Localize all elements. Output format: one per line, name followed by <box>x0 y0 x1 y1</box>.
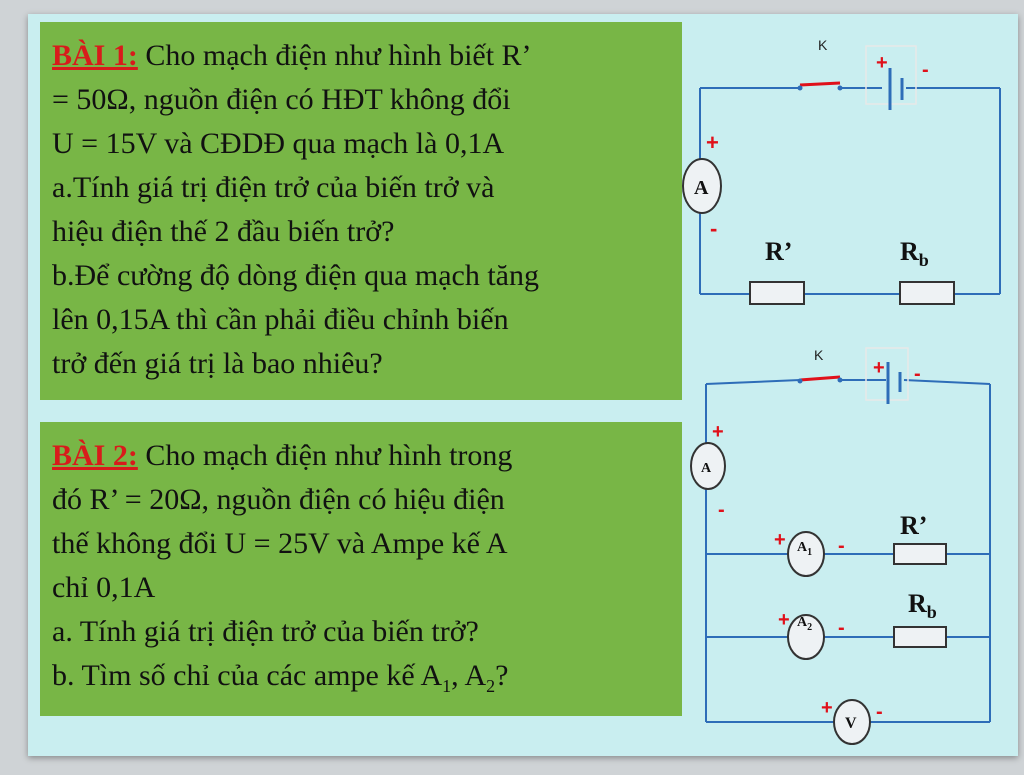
problem-1-question-a-cont: hiệu điện thế 2 đầu biến trở? <box>52 215 395 248</box>
resistor-r-prime-2 <box>894 544 946 564</box>
problem-1-title: BÀI 1: <box>52 39 138 72</box>
q-b-sep: , A <box>451 659 487 692</box>
switch-2-contact <box>838 378 843 383</box>
problem-1-question-b: b.Để cường độ dòng điện qua mạch tăng <box>52 259 540 292</box>
switch-1-label: K <box>818 37 828 53</box>
problem-2-text: Cho mạch điện như hình trong <box>137 439 513 472</box>
voltmeter-plus: + <box>821 697 833 719</box>
battery-2-plus: + <box>873 357 885 379</box>
problem-1-line-3: U = 15V và CĐDĐ qua mạch là 0,1A <box>52 127 505 160</box>
ammeter-1-plus: + <box>706 130 719 155</box>
rb-1-label: $R_b$ <box>900 237 929 270</box>
voltmeter-label: V <box>845 715 857 732</box>
circuit-1-wires <box>700 88 1000 294</box>
problem-1-question-a: a.Tính giá trị điện trở của biến trở và <box>52 171 495 204</box>
resistor-r-prime-1 <box>750 282 804 304</box>
switch-2-label: K <box>814 347 824 363</box>
switch-1-blade <box>800 83 840 85</box>
problem-2-title: BÀI 2: <box>52 439 138 472</box>
ammeter-1-label: A <box>694 177 709 199</box>
slide <box>28 14 1018 756</box>
problem-1-line-2: = 50Ω, nguồn điện có HĐT không đổi <box>52 83 511 116</box>
q-b-suffix: ? <box>495 659 509 692</box>
ammeter-a2-minus: - <box>838 617 845 639</box>
circuit-diagrams <box>28 14 1018 756</box>
problem-1-question-b-end: trở đến giá trị là bao nhiêu? <box>52 347 383 380</box>
ammeter-a1-minus: - <box>838 535 845 557</box>
circuit-2-wires <box>706 380 990 722</box>
problem-1-question-b-cont: lên 0,15A thì cần phải điều chỉnh biến <box>52 303 509 336</box>
ammeter-a1-plus: + <box>774 529 786 551</box>
problem-2-line-4: chỉ 0,1A <box>52 571 156 604</box>
ammeter-2-plus: + <box>712 421 724 443</box>
problem-2-line-3: thế không đổi U = 25V và Ampe kế A <box>52 527 508 560</box>
switch-1-pivot <box>798 86 803 91</box>
q-b-sub1: 1 <box>442 676 452 696</box>
ammeter-a1-label: $A_1$ <box>797 540 813 558</box>
switch-2-pivot <box>798 379 803 384</box>
ammeter-1-minus: - <box>710 216 718 241</box>
resistor-rb-2 <box>894 627 946 647</box>
q-b-sub2: 2 <box>486 676 496 696</box>
ammeter-2-label: A <box>701 461 712 476</box>
problem-1-text: Cho mạch điện như hình biết R’ <box>137 39 532 72</box>
battery-1-minus: - <box>922 59 929 81</box>
switch-1-contact <box>838 86 843 91</box>
q-b-text: b. Tìm số chỉ của các ampe kế A <box>52 659 443 692</box>
battery-2-minus: - <box>914 363 921 385</box>
battery-1-plus: + <box>876 52 888 74</box>
resistor-rb-1 <box>900 282 954 304</box>
ammeter-a2-plus: + <box>778 609 790 631</box>
rb-2-label: $R_b$ <box>908 589 937 622</box>
r-prime-2-label: R’ <box>900 511 928 540</box>
problem-2-question-a: a. Tính giá trị điện trở của biến trở? <box>52 615 479 648</box>
switch-2-blade <box>800 377 840 380</box>
ammeter-2-minus: - <box>718 499 725 521</box>
ammeter-a2-label: $A_2$ <box>797 615 813 633</box>
r-prime-1-label: R’ <box>765 237 793 266</box>
problem-2-line-2: đó R’ = 20Ω, nguồn điện có hiệu điện <box>52 483 505 516</box>
voltmeter-minus: - <box>876 701 883 723</box>
